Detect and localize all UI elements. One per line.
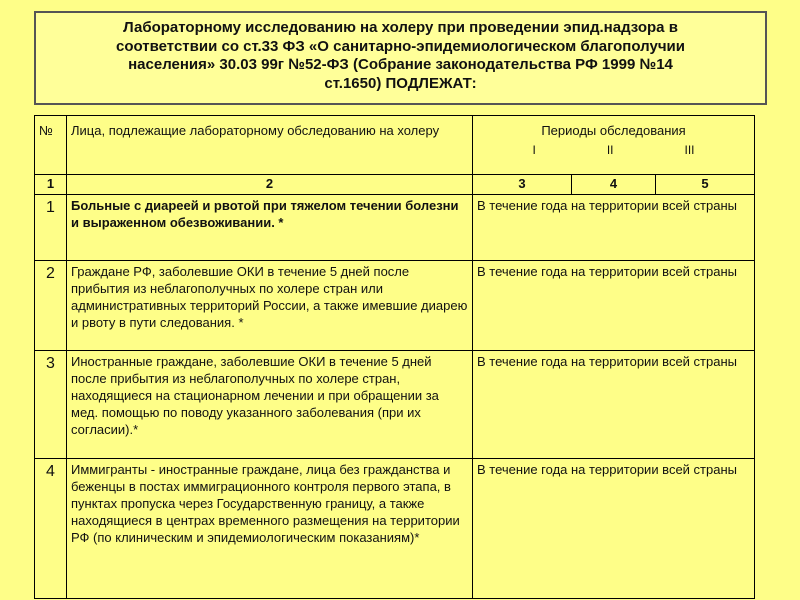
header-periods-label: Периоды обследования	[541, 123, 686, 138]
index-cell: 3	[473, 175, 572, 195]
table-row	[35, 261, 755, 351]
row-description: Иностранные граждане, заболевшие ОКИ в течение 5 дней после прибытия из неблагополучных по холере стран, находящиеся на стационарном лечении и при обращении за мед. помощью по поводу указанного заболевания (при их согласии).*	[67, 351, 473, 459]
row-number: 3	[35, 351, 67, 459]
row-number: 2	[35, 261, 67, 351]
table-row	[35, 459, 755, 599]
header-periods	[473, 116, 755, 175]
row-description: Больные с диареей и рвотой при тяжелом течении болезни и выраженном обезвоживании. *	[67, 195, 473, 261]
table-row	[35, 351, 755, 459]
row-period: В течение года на территории всей страны	[473, 459, 755, 599]
index-row	[35, 175, 755, 195]
period-col-3: III	[684, 143, 695, 157]
index-cell: 4	[572, 175, 656, 195]
index-cell: 2	[67, 175, 473, 195]
period-col-1: I	[532, 143, 536, 157]
row-number: 1	[35, 195, 67, 261]
title-box	[34, 11, 767, 105]
index-cell: 5	[656, 175, 755, 195]
header-row	[35, 116, 755, 175]
period-col-2: II	[606, 143, 614, 157]
title-line: Лабораторному исследованию на холеру при проведении эпид.надзора в	[123, 19, 678, 36]
row-period: В течение года на территории всей страны	[473, 351, 755, 459]
row-description: Граждане РФ, заболевшие ОКИ в течение 5 дней после прибытия из неблагополучных по холере стран или административных территорий России, а также имевшие диарею и рвоту в пути следования. *	[67, 261, 473, 351]
table-row	[35, 195, 755, 261]
header-num: №	[35, 116, 67, 175]
row-period: В течение года на территории всей страны	[473, 195, 755, 261]
title-line: соответствии со ст.33 ФЗ «О санитарно-эпидемиологическом благополучии	[116, 37, 685, 55]
row-description: Иммигранты - иностранные граждане, лица без гражданства и беженцы в постах иммиграционного контроля первого этапа, в пунктах пропуска через Государственную границу, а также находящиеся в центрах временного размещения на территории РФ (по клиническим и эпидемиологическим показаниям)*	[67, 459, 473, 599]
row-number: 4	[35, 459, 67, 599]
index-cell: 1	[35, 175, 67, 195]
row-period: В течение года на территории всей страны	[473, 261, 755, 351]
cholera-table	[34, 115, 755, 599]
title-line: населения» 30.03 99г №52-ФЗ (Собрание законодательства РФ 1999 №14	[128, 56, 673, 73]
header-persons: Лица, подлежащие лабораторному обследованию на холеру	[67, 116, 473, 175]
title-line: ст.1650) ПОДЛЕЖАТ:	[324, 74, 477, 92]
